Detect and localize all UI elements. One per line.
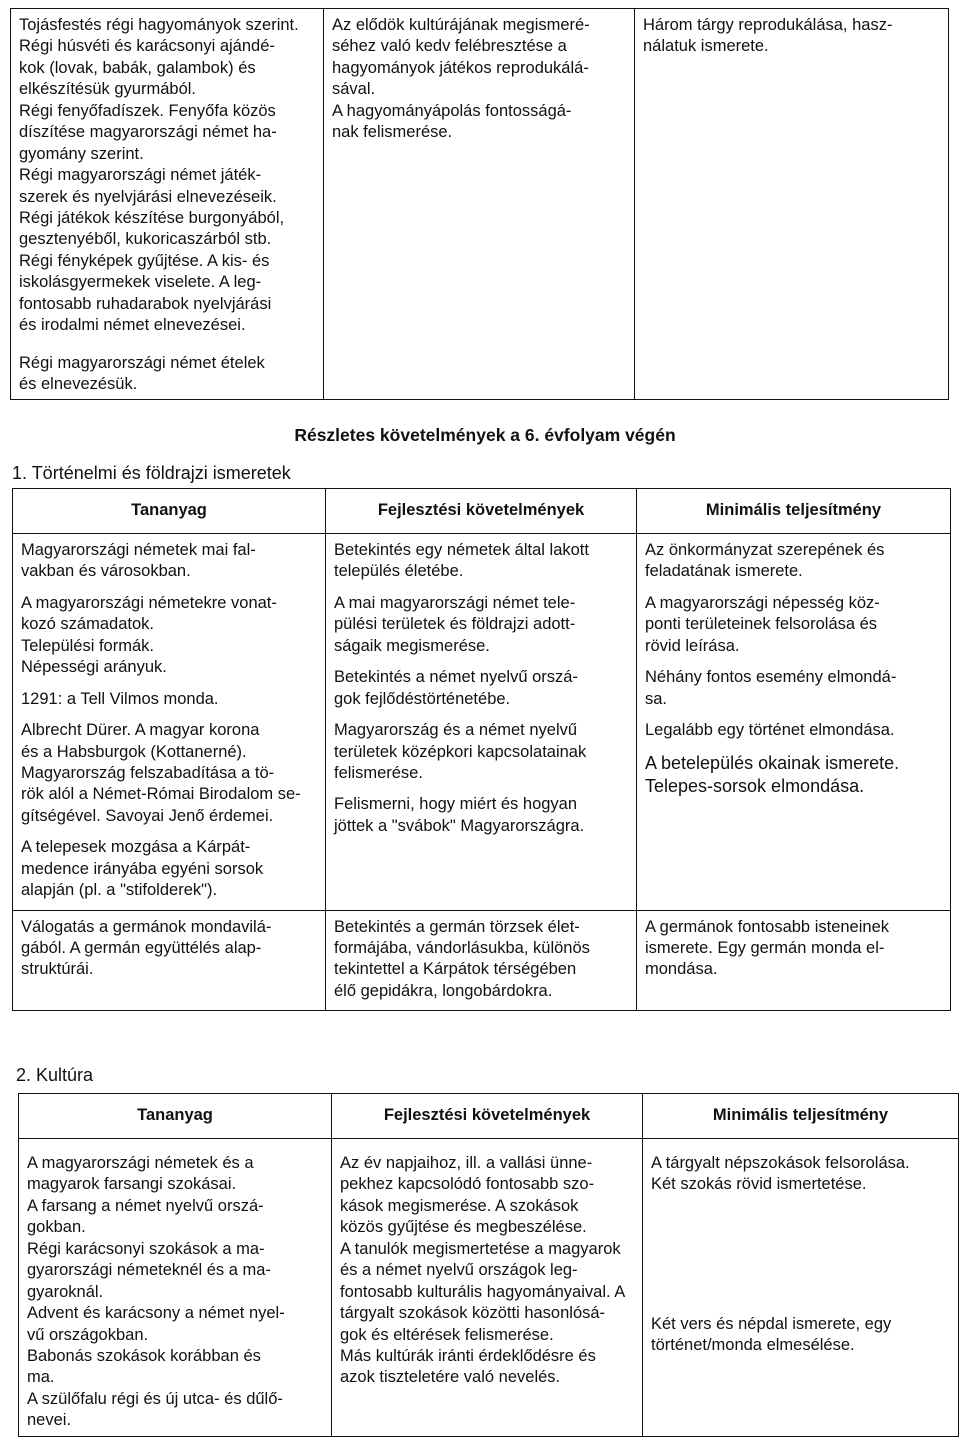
table-cell (19, 1139, 332, 1437)
text-line: A magyarországi németekre vonat- (21, 593, 277, 612)
text-line: mondása. (645, 960, 718, 979)
text-line: A mai magyarországi német tele- (334, 593, 576, 612)
section-2-title: 2. Kultúra (16, 1065, 94, 1085)
text-line: A tanulók megismertetése a magyarok (340, 1239, 621, 1258)
text-line: Régi fényképek gyűjtése. A kis- és (19, 251, 270, 270)
text-line: Két vers és népdal ismerete, egy (651, 1314, 892, 1333)
text-block (645, 752, 942, 799)
text-line: iskolásgyermekek viselete. A leg- (19, 273, 262, 292)
text-line: gából. A germán együttélés alap- (21, 939, 262, 957)
header-fejlesztesi: Fejlesztési követelmények (326, 489, 637, 534)
text-line: település életébe. (334, 562, 464, 581)
header-fejlesztesi: Fejlesztési követelmények (332, 1094, 643, 1139)
text-line: Települési formák. (21, 636, 154, 655)
text-line: Magyarországi németek mai fal- (21, 541, 256, 559)
text-line: Más kultúrák iránti érdeklődésre és (340, 1346, 596, 1365)
text-line: Népességi arányuk. (21, 658, 167, 677)
text-line: ismerete. Egy germán monda el- (645, 939, 885, 957)
text-line: Felismerni, hogy miért és hogyan (334, 795, 578, 814)
text-line: Régi magyarországi német játék- (19, 166, 262, 185)
table-cell (326, 534, 637, 911)
text-line: fontosabb kulturális hagyományaival. A (340, 1282, 626, 1301)
text-line: Babonás szokások korábban és (27, 1346, 261, 1365)
text-line: Telepes-sorsok elmondása. (645, 775, 865, 796)
text-line: fontosabb ruhadarabok nyelvjárási (19, 294, 272, 313)
header-minimalis: Minimális teljesítmény (643, 1094, 959, 1139)
text-block (645, 667, 942, 710)
text-block (21, 540, 317, 583)
text-line: feladatának ismerete. (645, 562, 803, 581)
text-line: élő gepidákra, longobárdokra. (334, 981, 553, 1000)
text-line: Régi húsvéti és karácsonyi ajándé- (19, 37, 275, 56)
text-line: A farsang a német nyelvű orszá- (27, 1196, 264, 1215)
header-tananyag: Tananyag (13, 489, 326, 534)
top-cell-2 (324, 9, 635, 400)
table-cell (643, 1139, 959, 1437)
text-line: Régi karácsonyi szokások a ma- (27, 1239, 265, 1258)
text-line: vakban és városokban. (21, 562, 191, 581)
text-line: A hagyományápolás fontosságá- (332, 101, 572, 120)
text-line: sa. (645, 689, 668, 708)
text-line: rövid leírása. (645, 636, 740, 655)
text-line: Válogatás a germánok mondavilá- (21, 917, 272, 936)
text-block (651, 1153, 950, 1196)
text-line: nak felismerése. (332, 123, 453, 142)
text-line: gok és eltérések felismerése. (340, 1325, 554, 1344)
text-line: Betekintés egy németek által lakott (334, 541, 589, 559)
table-row (13, 534, 951, 911)
text-line: gokban. (27, 1218, 86, 1237)
text-block (332, 15, 626, 144)
text-line: Legalább egy történet elmondása. (645, 721, 895, 740)
text-line: Betekintés a germán törzsek élet- (334, 917, 580, 936)
text-block (21, 593, 317, 679)
table-row (19, 1139, 959, 1437)
text-block (334, 540, 628, 583)
text-line: Három tárgy reprodukálása, hasz- (643, 16, 893, 34)
text-line: A magyarországi németek és a (27, 1154, 254, 1172)
text-line: szerek és nyelvjárási elnevezéseik. (19, 187, 277, 206)
text-line: ságaik megismerése. (334, 636, 490, 655)
text-line: séhez való kedv felébresztése a (332, 37, 567, 56)
text-line: és elnevezésük. (19, 375, 138, 393)
text-line: nálatuk ismerete. (643, 37, 769, 56)
text-line: gesztenyéből, kukoricaszárból stb. (19, 230, 272, 249)
text-line: Advent és karácsony a német nyel- (27, 1304, 285, 1323)
text-line: gok fejlődéstörténetébe. (334, 689, 511, 708)
text-block (645, 593, 942, 657)
text-line: pülési területek és földrajzi adott- (334, 615, 576, 634)
text-line: Betekintés a német nyelvű orszá- (334, 668, 578, 687)
history-geography-table (12, 488, 951, 1011)
text-line: A szülőfalu régi és új utca- és dűlő- (27, 1389, 283, 1408)
text-line: ma. (27, 1368, 55, 1387)
text-line: felismerése. (334, 763, 423, 782)
text-line: Két szokás rövid ismertetése. (651, 1175, 867, 1194)
text-line: Az önkormányzat szerepének és (645, 541, 885, 559)
top-cell-1 (11, 9, 324, 400)
text-line: nevei. (27, 1411, 72, 1430)
text-line: kok (lovak, babák, galambok) és (19, 58, 256, 77)
text-line: A germánok fontosabb isteneinek (645, 917, 889, 936)
text-block (27, 1153, 323, 1432)
text-line: és a német nyelvű országok leg- (340, 1261, 578, 1280)
header-tananyag: Tananyag (19, 1094, 332, 1139)
text-line: ponti területeinek felsorolása és (645, 615, 878, 634)
text-line: A magyarországi népesség köz- (645, 593, 880, 612)
text-line: magyarok farsangi szokásai. (27, 1175, 237, 1194)
text-line: sával. (332, 80, 376, 99)
text-block (645, 540, 942, 583)
text-line: A betelepülés okainak ismerete. (645, 752, 900, 773)
text-line: közös gyűjtése és megbeszélése. (340, 1218, 587, 1237)
text-line: Néhány fontos esemény elmondá- (645, 668, 897, 687)
text-block (334, 720, 628, 784)
text-line: díszítése magyarországi német ha- (19, 123, 277, 142)
text-line: és a Habsburgok (Kottanerné). (21, 742, 247, 761)
text-block (21, 917, 317, 981)
header-minimalis: Minimális teljesítmény (637, 489, 951, 534)
text-line: medence irányába egyéni sorsok (21, 859, 264, 878)
section-1-title: 1. Történelmi és földrajzi ismeretek (12, 463, 291, 483)
text-block (334, 667, 628, 710)
text-line: kások megismerése. A szokások (340, 1196, 579, 1215)
text-line: Tojásfestés régi hagyományok szerint. (19, 16, 299, 34)
text-line: A telepesek mozgása a Kárpát- (21, 838, 251, 857)
text-line: 1291: a Tell Vilmos monda. (21, 689, 219, 708)
text-line: kozó számadatok. (21, 615, 154, 634)
text-line: jöttek a "svábok" Magyarországra. (334, 816, 585, 835)
text-line: tárgyalt szokások közötti hasonlósá- (340, 1304, 606, 1323)
text-line: történet/monda elmesélése. (651, 1336, 855, 1355)
text-line: Régi játékok készítése burgonyából, (19, 208, 285, 227)
text-line: gítségével. Savoyai Jenő érdemei. (21, 806, 274, 825)
text-line: A tárgyalt népszokások felsorolása. (651, 1154, 910, 1172)
text-line: tekintettel a Kárpátok térségében (334, 960, 577, 979)
section-heading: Részletes követelmények a 6. évfolyam végén (294, 425, 676, 445)
text-line: Magyarország és a német nyelvű (334, 721, 578, 740)
text-block (19, 15, 315, 337)
table-cell (13, 534, 326, 911)
table-cell (13, 910, 326, 1011)
text-line: Albrecht Dürer. A magyar korona (21, 721, 260, 740)
text-line: gyomány szerint. (19, 144, 144, 163)
text-block (334, 917, 628, 1003)
text-block (21, 720, 317, 827)
text-block (19, 353, 315, 396)
text-block (645, 917, 942, 981)
table-cell (332, 1139, 643, 1437)
text-line: azok tiszteletére való nevelés. (340, 1368, 561, 1387)
text-line: formájába, vándorlásukba, különös (334, 939, 590, 957)
top-cell-3 (635, 9, 949, 400)
text-line: Az elődök kultúrájának megismeré- (332, 16, 590, 34)
text-line: struktúrái. (21, 960, 94, 979)
text-line: alapján (pl. a "stifolderek"). (21, 881, 218, 900)
text-line: vű országokban. (27, 1325, 149, 1344)
culture-table (18, 1093, 959, 1437)
text-block (643, 15, 940, 58)
top-table (10, 8, 949, 400)
text-line: pekhez kapcsolódó fontosabb szo- (340, 1175, 595, 1194)
text-line: Magyarország felszabadítása a tö- (21, 763, 275, 782)
text-block (334, 794, 628, 837)
text-block (21, 837, 317, 901)
text-block (651, 1314, 950, 1357)
table-cell (326, 910, 637, 1011)
text-line: elkészítésük gyurmából. (19, 80, 196, 99)
text-line: Régi magyarországi német ételek (19, 353, 265, 372)
text-line: Régi fenyőfadíszek. Fenyőfa közös (19, 101, 276, 120)
text-block (645, 720, 942, 741)
text-line: rök alól a Német-Római Birodalom se- (21, 785, 301, 804)
text-line: hagyományok játékos reprodukálá- (332, 58, 589, 77)
table-row (13, 910, 951, 1011)
text-block (340, 1153, 634, 1389)
text-block (334, 593, 628, 657)
text-line: gyarországi németeknél és a ma- (27, 1261, 271, 1280)
text-line: gyaroknál. (27, 1282, 104, 1301)
text-line: Az év napjaihoz, ill. a vallási ünne- (340, 1154, 593, 1172)
text-line: területek középkori kapcsolatainak (334, 742, 587, 761)
table-cell (637, 534, 951, 911)
text-block (21, 689, 317, 710)
table-cell (637, 910, 951, 1011)
text-line: és irodalmi német elnevezései. (19, 316, 246, 335)
